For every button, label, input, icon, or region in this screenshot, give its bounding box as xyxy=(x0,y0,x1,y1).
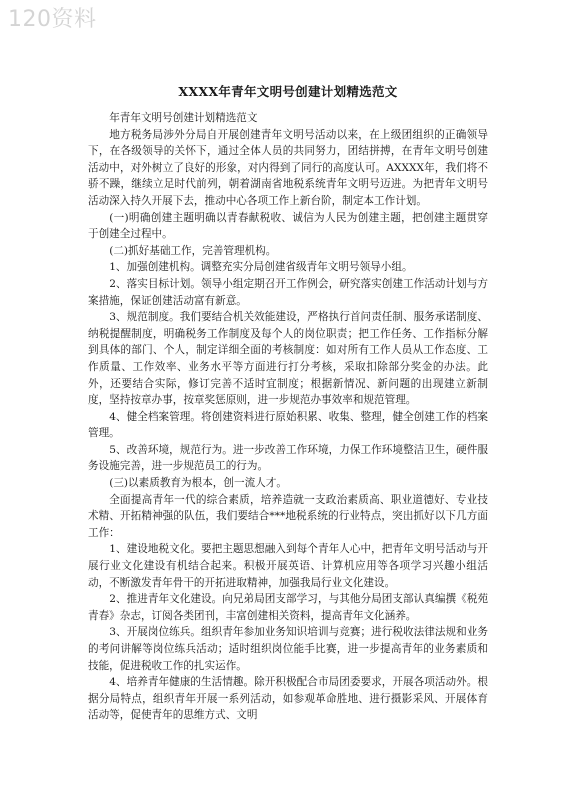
list-item: 4、健全档案管理。将创建资料进行原始积累、收集、整理，健全创建工作的档案管理。 xyxy=(88,410,488,440)
document-subtitle: 年青年文明号创建计划精选范文 xyxy=(109,112,258,124)
list-item: 1、建设地税文化。要把主题思想融入到每个青年人心中，把青年文明号活动与开展行业文化建设有机结合起来。积极开展英语、计算机应用等各项学习兴趣小组活动，不断激发青年骨干的开拓进取精神，加强我局行业文化建设。 xyxy=(88,543,488,589)
list-item: 3、开展岗位练兵。组织青年参加业务知识培训与竞赛；进行税收法律法规和业务的考问讲解等岗位练兵活动；适时组织岗位能手比赛，进一步提高青年的业务素质和技能，促进税收工作的扎实运作。 xyxy=(88,626,488,672)
document-title: XXXX年青年文明号创建计划精选范文 xyxy=(178,84,398,99)
section-heading: (一)明确创建主题明确以青春献税收、诚信为人民为创建主题，把创建主题贯穿于创建全过程中。 xyxy=(88,211,488,241)
list-item: 1、加强创建机构。调整充实分局创建省级青年文明号领导小组。 xyxy=(109,261,413,274)
paragraph: 全面提高青年一代的综合素质，培养造就一支政治素质高、职业道德好、专业技术精、开拓精神强的队伍，我们要结合***地税系统的行业特点，突出抓好以下几方面工作： xyxy=(88,493,488,539)
list-item: 4、培养青年健康的生活情趣。除开积极配合市局团委要求，开展各项活动外。根据分局特点，组织青年开展一系列活动，如参观革命胜地、进行摄影采风、开展体育活动等，促使青年的思维方式、文明 xyxy=(88,676,488,722)
list-item: 5、改善环境，规范行为。进一步改善工作环境，力保工作环境整洁卫生，硬件服务设施完善，进一步规范员工的行为。 xyxy=(88,443,488,473)
section-heading: (二)抓好基础工作，完善管理机构。 xyxy=(109,244,277,257)
watermark: 120资料 xyxy=(8,7,97,32)
list-item: 2、推进青年文化建设。向兄弟局团支部学习，与其他分局团支部认真编撰《税苑青春》杂志，订阅各类团刊，丰富创建相关资料，提高青年文化涵养。 xyxy=(88,593,488,622)
document-page xyxy=(88,82,488,724)
list-item: 3、规范制度。我们要结合机关效能建设，严格执行首问责任制、服务承诺制度、纳税提醒制度，明确税务工作制度及每个人的岗位职责；把工作任务、工作指标分解到具体的部门、个人，制定详细全面的考核制度：如对所有工作人员从工作态度、工作质量、工作效率、业务水平等方面进行打分考核，采取扣除部分奖金的办法。此外，还要结合实际，修订完善不适时宜制度；根据新情况、新问题的出现建立新制度，坚持按章办事，按章奖惩原则，进一步规范办事效率和规范管理。 xyxy=(88,311,488,407)
list-item: 2、落实目标计划。领导小组定期召开工作例会，研究落实创建工作活动计划与方案措施，保证创建活动富有新意。 xyxy=(88,277,488,307)
paragraph: 地方税务局涉外分局自开展创建青年文明号活动以来，在上级团组织的正确领导下，在各级领导的关怀下，通过全体人员的共同努力，团结拼搏，在青年文明号创建活动中，对外树立了良好的形象，对内得到了同行的高度认可。AXXXX年，我们将不骄不躁，继续立足时代前列，朝着湖南省地税系统青年文明号迈进。为把青年文明号活动深入持久开展下去，推动中心各项工作上新台阶，制定本工作计划。 xyxy=(88,128,488,207)
section-heading: (三)以素质教育为根本，创一流人才。 xyxy=(109,477,287,490)
